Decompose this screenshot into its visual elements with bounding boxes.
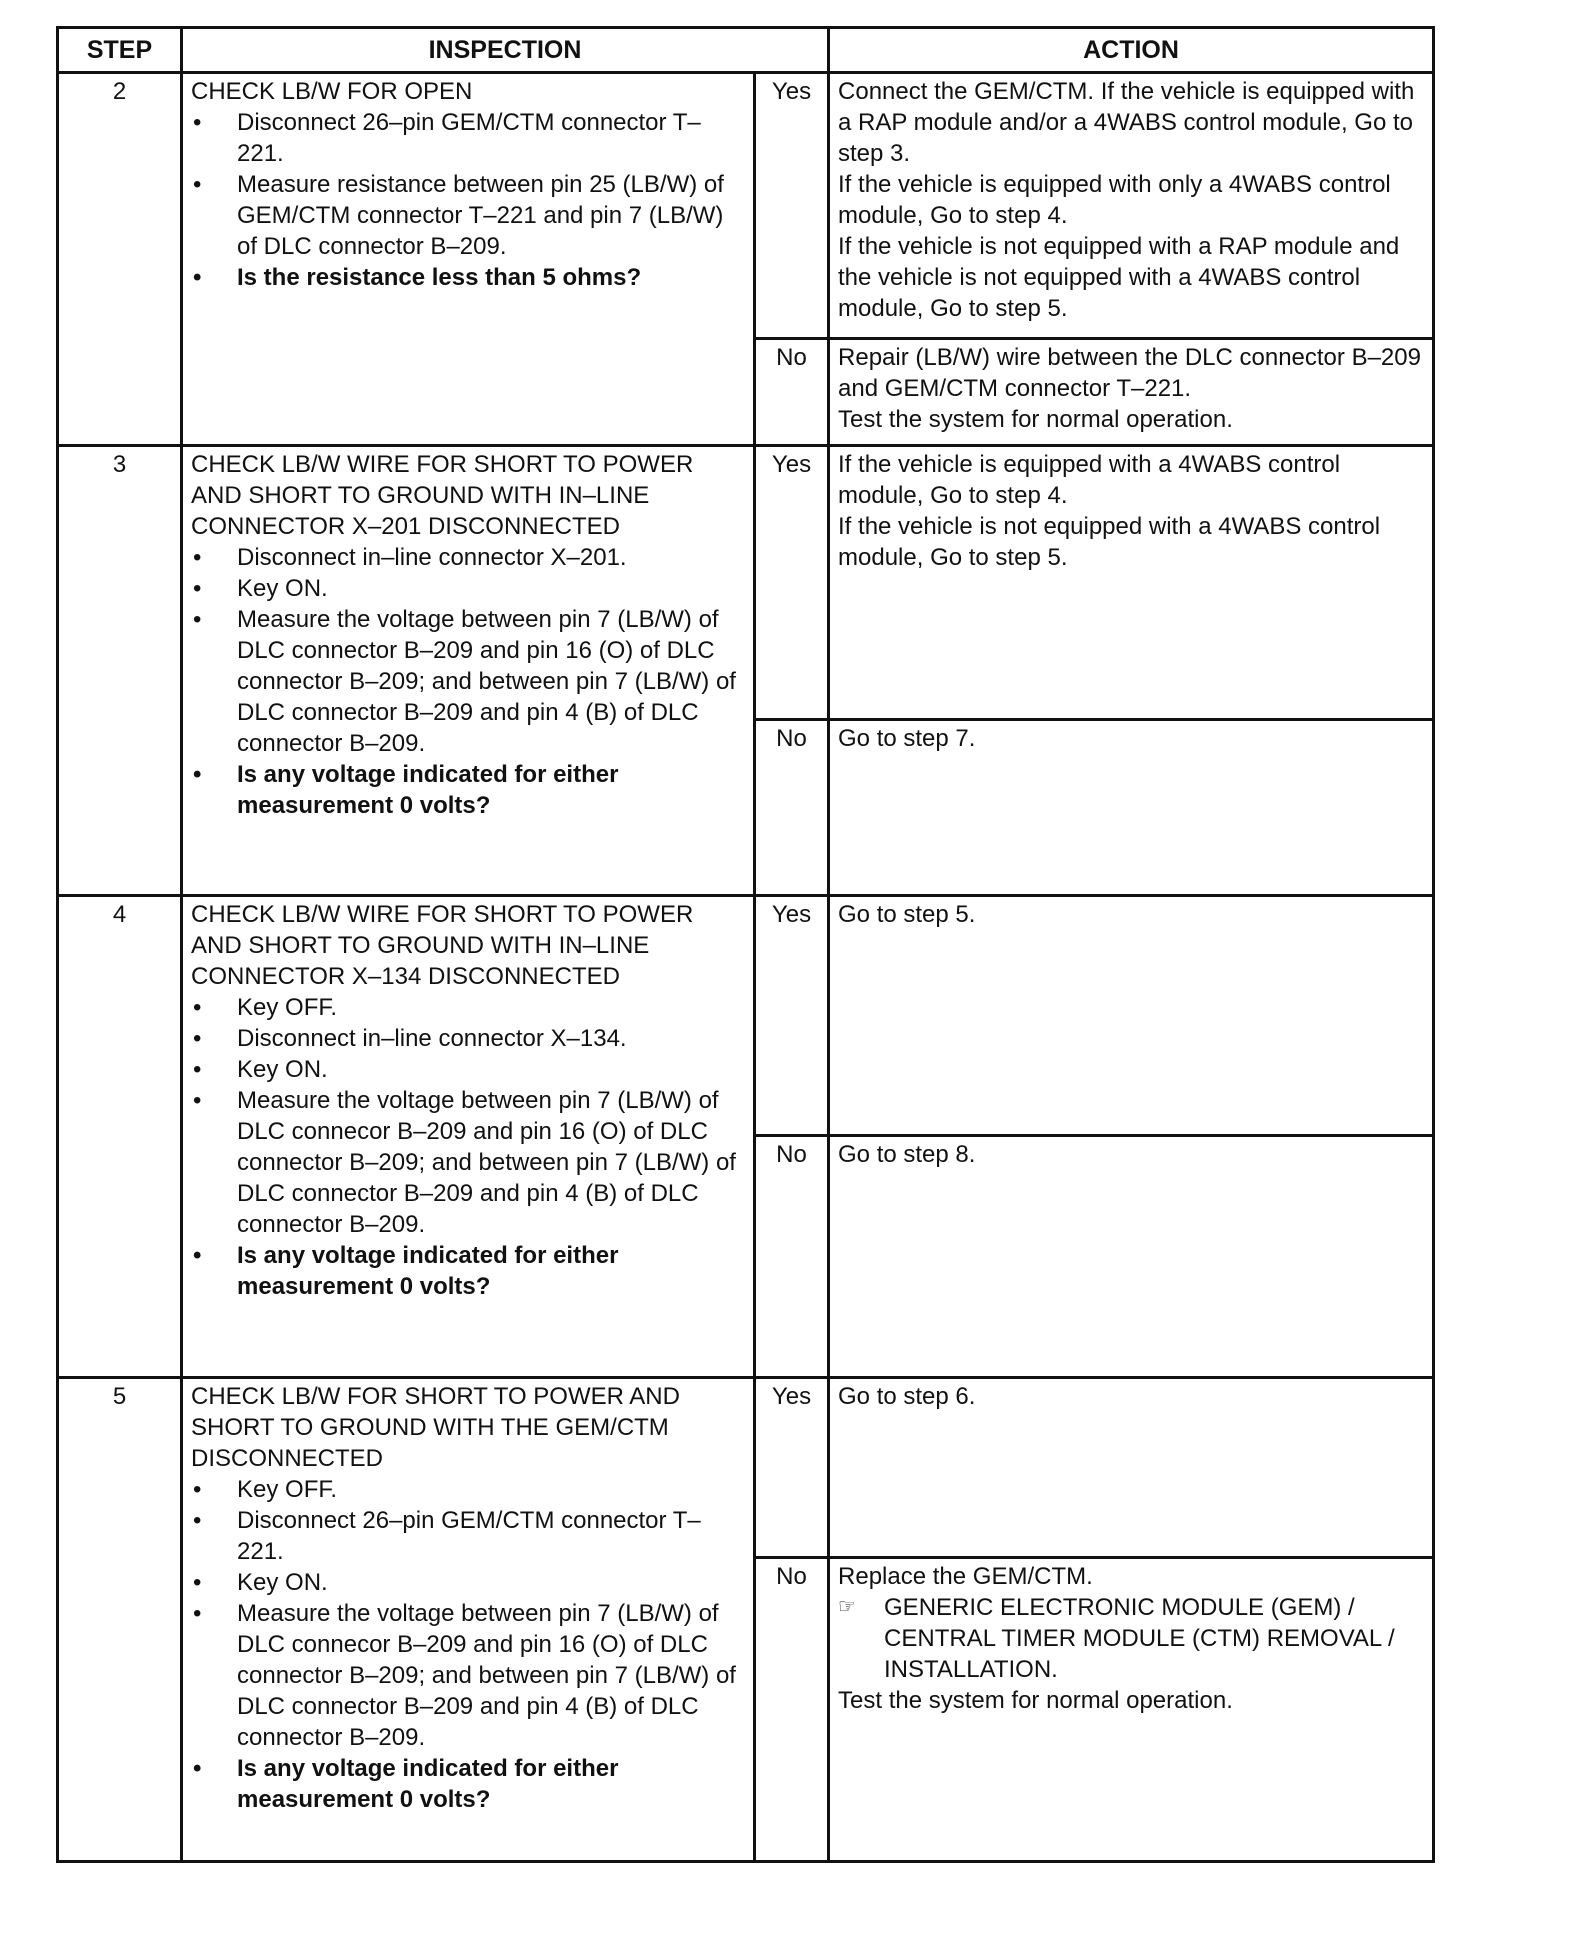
- inspection-question: • Is any voltage indicated for either measurement 0 volts?: [191, 1753, 745, 1815]
- no-label: No: [755, 1136, 829, 1378]
- action-line: Go to step 6.: [838, 1383, 976, 1410]
- step-number: 3: [58, 446, 182, 896]
- no-action: [829, 1558, 1434, 1862]
- inspection-question: • Is any voltage indicated for either measurement 0 volts?: [191, 759, 745, 821]
- action-line: Repair (LB/W) wire between the DLC connector B–209 and GEM/CTM connector T–221.: [838, 344, 1421, 402]
- step-number: 4: [58, 896, 182, 1378]
- inspection-bullets: [191, 1474, 745, 1815]
- action-line: Replace the GEM/CTM.: [838, 1563, 1093, 1590]
- inspection-bullet: • Key ON.: [191, 1567, 745, 1598]
- no-label: No: [755, 339, 829, 446]
- action-line: Test the system for normal operation.: [838, 1687, 1233, 1714]
- yes-label: Yes: [755, 896, 829, 1136]
- inspection-bullet: • Key OFF.: [191, 992, 745, 1023]
- action-line: Go to step 8.: [838, 1141, 976, 1168]
- inspection-bullet: • Key ON.: [191, 1054, 745, 1085]
- diagnostic-procedure-table: [56, 26, 1435, 1863]
- step-3-yes-row: [58, 446, 1434, 720]
- yes-label: Yes: [755, 73, 829, 339]
- inspection-bullets: [191, 542, 745, 821]
- inspection-bullet: • Disconnect 26–pin GEM/CTM connector T–221.: [191, 107, 745, 169]
- header-row: [58, 28, 1434, 73]
- no-label: No: [755, 720, 829, 896]
- pointing-hand-icon: ☞: [838, 1596, 856, 1618]
- action-line: If the vehicle is not equipped with a 4WABS control module, Go to step 5.: [838, 513, 1381, 571]
- inspection-bullets: [191, 107, 745, 293]
- inspection-bullet: • Disconnect in–line connector X–201.: [191, 542, 745, 573]
- step-4-yes-row: [58, 896, 1434, 1136]
- action-line: Go to step 7.: [838, 725, 976, 752]
- header-step: STEP: [58, 28, 182, 73]
- inspection-cell: [182, 896, 755, 1378]
- action-line: Test the system for normal operation.: [838, 406, 1233, 433]
- step-2-yes-row: [58, 73, 1434, 339]
- inspection-bullet: • Disconnect 26–pin GEM/CTM connector T–221.: [191, 1505, 745, 1567]
- yes-action: [829, 446, 1434, 720]
- inspection-question: • Is any voltage indicated for either measurement 0 volts?: [191, 1240, 745, 1302]
- step-number: 5: [58, 1378, 182, 1862]
- action-line: If the vehicle is equipped with a 4WABS control module, Go to step 4.: [838, 451, 1341, 509]
- inspection-bullet: • Measure resistance between pin 25 (LB/W) of GEM/CTM connector T–221 and pin 7 (LB/W) of DLC connector B–209.: [191, 169, 745, 262]
- action-line: If the vehicle is equipped with only a 4WABS control module, Go to step 4.: [838, 171, 1391, 229]
- inspection-bullet: • Disconnect in–line connector X–134.: [191, 1023, 745, 1054]
- inspection-bullet: • Measure the voltage between pin 7 (LB/W) of DLC connecor B–209 and pin 16 (O) of DLC connector B–209; and between pin 7 (LB/W) of DLC connector B–209 and pin 4 (B) of DLC connector B–209.: [191, 1598, 745, 1753]
- no-action: [829, 720, 1434, 896]
- yes-label: Yes: [755, 446, 829, 720]
- step-5-yes-row: [58, 1378, 1434, 1558]
- yes-action: [829, 73, 1434, 339]
- inspection-title: CHECK LB/W FOR SHORT TO POWER AND SHORT TO GROUND WITH THE GEM/CTM DISCONNECTED: [191, 1383, 680, 1472]
- inspection-bullet: • Key ON.: [191, 573, 745, 604]
- reference-text[interactable]: GENERIC ELECTRONIC MODULE (GEM) / CENTRAL TIMER MODULE (CTM) REMOVAL / INSTALLATION.: [884, 1594, 1395, 1683]
- no-action: [829, 339, 1434, 446]
- inspection-cell: [182, 446, 755, 896]
- inspection-bullet: • Key OFF.: [191, 1474, 745, 1505]
- inspection-title: CHECK LB/W FOR OPEN: [191, 78, 473, 105]
- yes-action: [829, 1378, 1434, 1558]
- inspection-title: CHECK LB/W WIRE FOR SHORT TO POWER AND SHORT TO GROUND WITH IN–LINE CONNECTOR X–201 DISCONNECTED: [191, 451, 694, 540]
- no-label: No: [755, 1558, 829, 1862]
- yes-label: Yes: [755, 1378, 829, 1558]
- reference: [838, 1592, 1424, 1685]
- inspection-bullets: [191, 992, 745, 1302]
- inspection-cell: [182, 1378, 755, 1862]
- header-inspection: INSPECTION: [182, 28, 829, 73]
- step-number: 2: [58, 73, 182, 446]
- yes-action: [829, 896, 1434, 1136]
- inspection-question: • Is the resistance less than 5 ohms?: [191, 262, 745, 293]
- action-line: Connect the GEM/CTM. If the vehicle is equipped with a RAP module and/or a 4WABS control module, Go to step 3.: [838, 78, 1415, 167]
- header-action: ACTION: [829, 28, 1434, 73]
- action-line: Go to step 5.: [838, 901, 976, 928]
- inspection-cell: [182, 73, 755, 446]
- inspection-bullet: • Measure the voltage between pin 7 (LB/W) of DLC connecor B–209 and pin 16 (O) of DLC connector B–209; and between pin 7 (LB/W) of DLC connector B–209 and pin 4 (B) of DLC connector B–209.: [191, 1085, 745, 1240]
- inspection-bullet: • Measure the voltage between pin 7 (LB/W) of DLC connector B–209 and pin 16 (O) of DLC connector B–209; and between pin 7 (LB/W) of DLC connector B–209 and pin 4 (B) of DLC connector B–209.: [191, 604, 745, 759]
- action-line: If the vehicle is not equipped with a RAP module and the vehicle is not equipped with a 4WABS control module, Go to step 5.: [838, 233, 1400, 322]
- inspection-title: CHECK LB/W WIRE FOR SHORT TO POWER AND SHORT TO GROUND WITH IN–LINE CONNECTOR X–134 DISCONNECTED: [191, 901, 694, 990]
- no-action: [829, 1136, 1434, 1378]
